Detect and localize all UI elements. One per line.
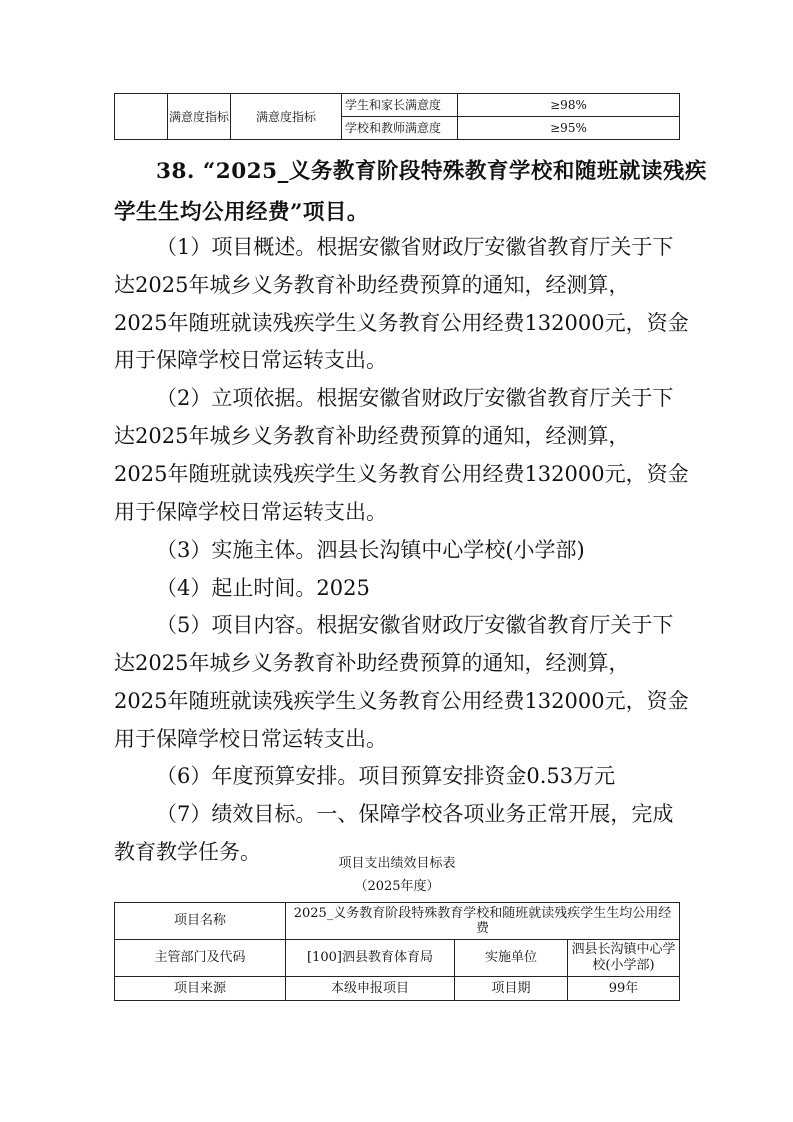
impl-unit-value: 泗县长沟镇中心学校(小学部)	[568, 940, 680, 977]
paragraph-line: 用于保障学校日常运转支出。	[114, 727, 387, 751]
paragraph-line: （3）实施主体。泗县长沟镇中心学校(小学部)	[156, 538, 585, 562]
paragraph-line: 达2025年城乡义务教育补助经费预算的通知，经测算，	[114, 651, 630, 675]
table-subtitle: （2025年度）	[354, 879, 440, 894]
indicator-value-cell: ≥98%	[458, 94, 680, 117]
paragraph-line: 用于保障学校日常运转支出。	[114, 500, 387, 524]
source-label: 项目来源	[115, 977, 286, 1001]
indicator-name-cell: 学生和家长满意度	[342, 94, 458, 117]
period-value: 99年	[568, 977, 680, 1001]
project-name-value: 2025_义务教育阶段特殊教育学校和随班就读残疾学生生均公用经费	[286, 903, 680, 940]
paragraph-line: （4）起止时间。2025	[156, 576, 370, 600]
indicator-value-cell: ≥95%	[458, 117, 680, 140]
indicator-subcategory-cell: 满意度指标	[231, 94, 342, 140]
table-title: 项目支出绩效目标表	[338, 856, 456, 871]
project-name-label: 项目名称	[115, 903, 286, 940]
section-heading-line-2: 学生生均公用经费”项目。	[114, 200, 369, 225]
paragraph-line: （2）立项依据。根据安徽省财政厅安徽省教育厅关于下	[156, 386, 674, 410]
paragraph-line: 2025年随班就读残疾学生义务教育公用经费132000元，资金	[114, 462, 689, 486]
dept-label: 主管部门及代码	[115, 940, 286, 977]
empty-cell	[115, 94, 168, 140]
paragraph-line: 达2025年城乡义务教育补助经费预算的通知，经测算，	[114, 424, 630, 448]
impl-unit-label: 实施单位	[455, 940, 568, 977]
period-label: 项目期	[455, 977, 568, 1001]
paragraph-line: （7）绩效目标。一、保障学校各项业务正常开展，完成	[156, 802, 674, 826]
indicator-category-cell: 满意度指标	[168, 94, 231, 140]
paragraph-line: （6）年度预算安排。项目预算安排资金0.53万元	[156, 764, 616, 788]
paragraph-line: 2025年随班就读残疾学生义务教育公用经费132000元，资金	[114, 311, 689, 335]
paragraph-line: （1）项目概述。根据安徽省财政厅安徽省教育厅关于下	[156, 235, 674, 259]
paragraph-line: 教育教学任务。	[114, 840, 261, 864]
paragraph-line: 达2025年城乡义务教育补助经费预算的通知，经测算，	[114, 273, 630, 297]
paragraph-line: 2025年随班就读残疾学生义务教育公用经费132000元，资金	[114, 689, 689, 713]
performance-target-table	[114, 902, 680, 1001]
dept-value: [100]泗县教育体育局	[286, 940, 455, 977]
paragraph-line: 用于保障学校日常运转支出。	[114, 348, 387, 372]
paragraph-line: （5）项目内容。根据安徽省财政厅安徽省教育厅关于下	[156, 613, 674, 637]
source-value: 本级申报项目	[286, 977, 455, 1001]
satisfaction-indicator-table	[114, 93, 680, 140]
section-heading-line-1: 38. “2025_义务教育阶段特殊教育学校和随班就读残疾	[156, 159, 707, 184]
indicator-name-cell: 学校和教师满意度	[342, 117, 458, 140]
